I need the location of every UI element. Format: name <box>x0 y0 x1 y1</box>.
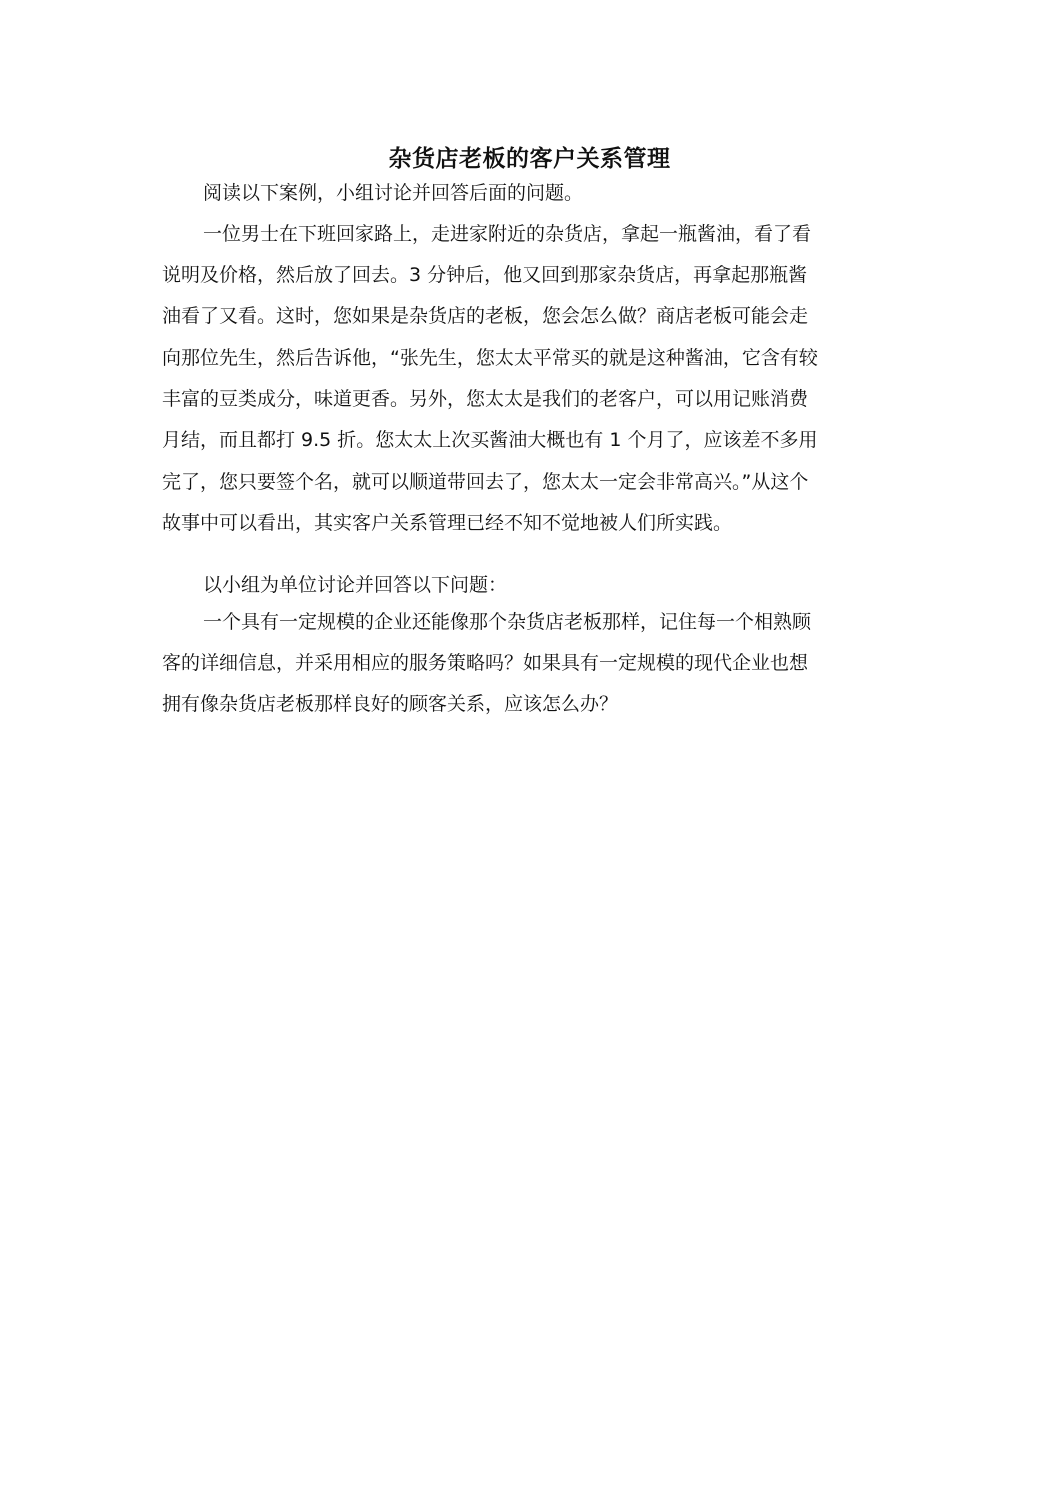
case-line-4: 油看了又看。这时，您如果是杂货店的老板，您会怎么做？商店老板可能会走 <box>162 305 809 327</box>
case-line-7: 月结，而且都打 9.5 折。您太太上次买酱油大概也有 1 个月了，应该差不多用 <box>162 429 818 451</box>
case-line-6: 丰富的豆类成分，味道更香。另外，您太太是我们的老客户，可以用记账消费 <box>162 388 809 410</box>
question-line-2: 客的详细信息，并采用相应的服务策略吗？如果具有一定规模的现代企业也想 <box>162 652 809 674</box>
question-line-1: 一个具有一定规模的企业还能像那个杂货店老板那样，记住每一个相熟顾 <box>203 611 812 633</box>
document-title: 杂货店老板的客户关系管理 <box>388 145 671 172</box>
case-line-2: 一位男士在下班回家路上，走进家附近的杂货店，拿起一瓶酱油，看了看 <box>203 223 812 245</box>
case-line-3: 说明及价格，然后放了回去。3 分钟后，他又回到那家杂货店，再拿起那瓶酱 <box>162 264 808 286</box>
case-line-8: 完了，您只要签个名，就可以顺道带回去了，您太太一定会非常高兴。”从这个 <box>162 471 809 493</box>
question-line-3: 拥有像杂货店老板那样良好的顾客关系，应该怎么办？ <box>162 693 619 715</box>
case-line-1: 阅读以下案例，小组讨论并回答后面的问题。 <box>203 182 584 204</box>
case-line-5: 向那位先生，然后告诉他，“张先生，您太太平常买的就是这种酱油，它含有较 <box>162 347 818 369</box>
question-intro: 以小组为单位讨论并回答以下问题： <box>203 574 508 596</box>
case-line-9: 故事中可以看出，其实客户关系管理已经不知不觉地被人们所实践。 <box>162 512 733 534</box>
